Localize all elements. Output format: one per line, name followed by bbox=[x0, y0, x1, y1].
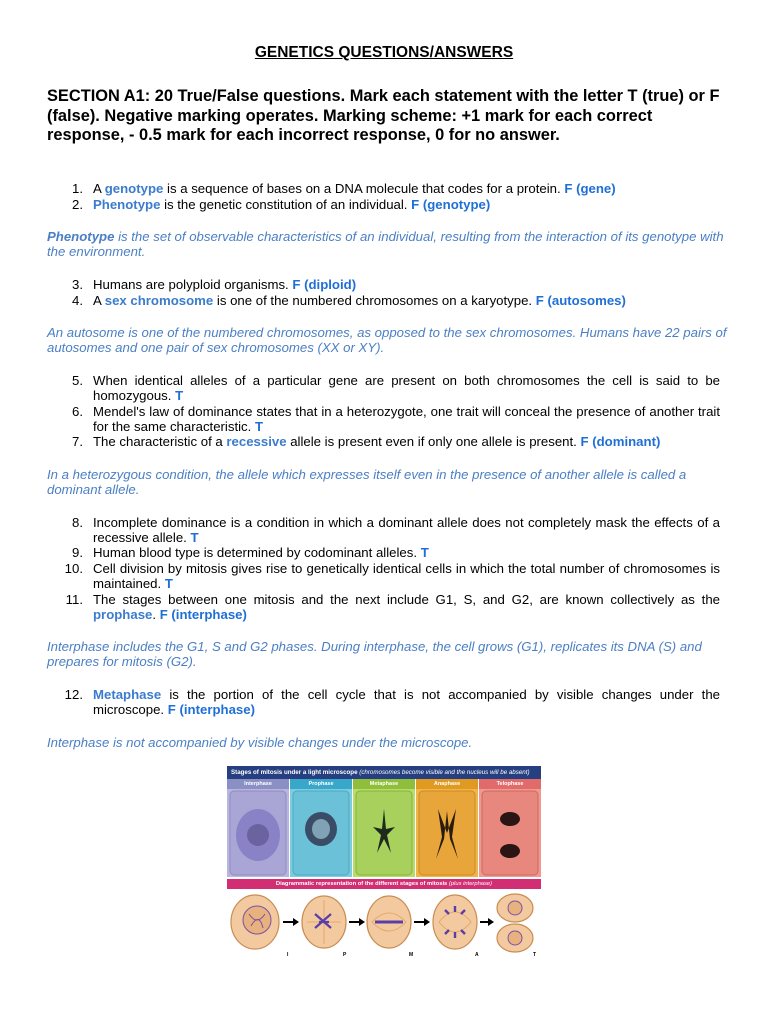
question-7: 7. The characteristic of a recessive allele is present even if only one allele is present. F (dominant) bbox=[72, 434, 661, 449]
diagram-interphase bbox=[231, 895, 279, 949]
diagram-anaphase bbox=[433, 895, 477, 949]
diagram-telophase bbox=[497, 894, 533, 952]
answer: F (autosomes) bbox=[535, 293, 626, 308]
question-6: 6. Mendel's law of dominance states that in a heterozygote, one trait will conceal the presence of another trait for the same characteristic. T bbox=[72, 404, 720, 435]
answer: T bbox=[420, 545, 429, 560]
keyword: recessive bbox=[226, 434, 287, 449]
note-1: Phenotype is the set of observable characteristics of an individual, resulting from the interaction of its genotype with the environment. bbox=[47, 229, 724, 260]
panel-metaphase: Metaphase bbox=[353, 779, 415, 877]
question-3: 3. Humans are polyploid organisms. F (diploid) bbox=[72, 277, 357, 292]
label-T: T bbox=[533, 952, 537, 958]
prophase-micrograph bbox=[290, 789, 352, 877]
label-P: P bbox=[343, 952, 347, 958]
panel-anaphase: Anaphase bbox=[416, 779, 478, 877]
question-1: 1. A genotype is a sequence of bases on a DNA molecule that codes for a protein. F (gene) bbox=[72, 181, 616, 196]
label-M: M bbox=[409, 952, 414, 958]
question-8: 8. Incomplete dominance is a condition in which a dominant allele does not completely mask the effects of a recessive allele. T bbox=[72, 515, 720, 546]
page-title: GENETICS QUESTIONS/ANSWERS bbox=[254, 44, 514, 61]
answer: F (dominant) bbox=[580, 434, 661, 449]
label-I: I bbox=[287, 952, 289, 958]
answer: T bbox=[254, 419, 264, 435]
label-A: A bbox=[475, 952, 479, 958]
note-3: In a heterozygous condition, the allele which expresses itself even in the presence of another allele is called a dominant allele. bbox=[47, 467, 687, 498]
mitosis-figure bbox=[227, 766, 541, 961]
answer: F (interphase) bbox=[159, 607, 247, 623]
mitosis-stage-diagram bbox=[227, 892, 541, 961]
keyword: Metaphase bbox=[93, 687, 162, 702]
note-4: Interphase includes the G1, S and G2 phases. During interphase, the cell grows (G1), replicates its DNA (S) and prepares for mitosis (G2). bbox=[47, 639, 702, 670]
question-10: 10. Cell division by mitosis gives rise to genetically identical cells in which the total number of chromosomes is maintained. T bbox=[64, 561, 720, 592]
note-5: Interphase is not accompanied by visible changes under the microscope. bbox=[47, 735, 473, 750]
panel-telophase: Telophase bbox=[479, 779, 541, 877]
keyword: genotype bbox=[104, 181, 164, 196]
anaphase-micrograph bbox=[416, 789, 478, 877]
diagram-header: Diagrammatic representation of the different stages of mitosis (plus interphase) bbox=[227, 879, 541, 889]
question-5: 5. When identical alleles of a particular gene are present on both chromosomes the cell is said to be homozygous. T bbox=[72, 373, 720, 404]
section-heading: SECTION A1: 20 True/False questions. Mark each statement with the letter T (true) or F (false). Negative marking operates. Marking scheme: +1 mark for each correct response, - 0.5 mark for each incorrect response, 0 for no answer. bbox=[47, 87, 720, 144]
answer: T bbox=[175, 388, 184, 404]
answer: F (gene) bbox=[564, 181, 616, 196]
answer: F (genotype) bbox=[411, 197, 491, 212]
diagram-prophase bbox=[302, 896, 346, 948]
answer: F (diploid) bbox=[292, 277, 357, 292]
question-9: 9. Human blood type is determined by codominant alleles. T bbox=[72, 545, 429, 560]
question-2: 2. Phenotype is the genetic constitution of an individual. F (genotype) bbox=[72, 197, 491, 212]
keyword: Phenotype bbox=[93, 197, 161, 212]
question-11: 11. The stages between one mitosis and the next include G1, S, and G2, are known collectively as the prophase. F (interphase) bbox=[65, 592, 720, 623]
interphase-micrograph bbox=[227, 789, 289, 877]
question-4: 4. A sex chromosome is one of the numbered chromosomes on a karyotype. F (autosomes) bbox=[72, 293, 626, 308]
answer: F (interphase) bbox=[167, 702, 255, 718]
answer: T bbox=[190, 530, 199, 546]
figure-header: Stages of mitosis under a light microscope (chromosomes become visible and the nucleus will be absent) bbox=[227, 766, 541, 779]
metaphase-micrograph bbox=[353, 789, 415, 877]
panel-interphase: Interphase bbox=[227, 779, 289, 877]
diagram-metaphase bbox=[367, 896, 411, 948]
keyword: sex chromosome bbox=[104, 293, 214, 308]
answer: T bbox=[164, 576, 173, 592]
telophase-micrograph bbox=[479, 789, 541, 877]
panel-prophase: Prophase bbox=[290, 779, 352, 877]
keyword: prophase bbox=[93, 607, 153, 623]
question-12: 12. Metaphase is the portion of the cell cycle that is not accompanied by visible changes under the microscope. F (interphase) bbox=[64, 687, 720, 718]
note-2: An autosome is one of the numbered chromosomes, as opposed to the sex chromosomes. Humans have 22 pairs of autosomes and one pair of sex chromosomes (XX or XY). bbox=[47, 325, 727, 356]
